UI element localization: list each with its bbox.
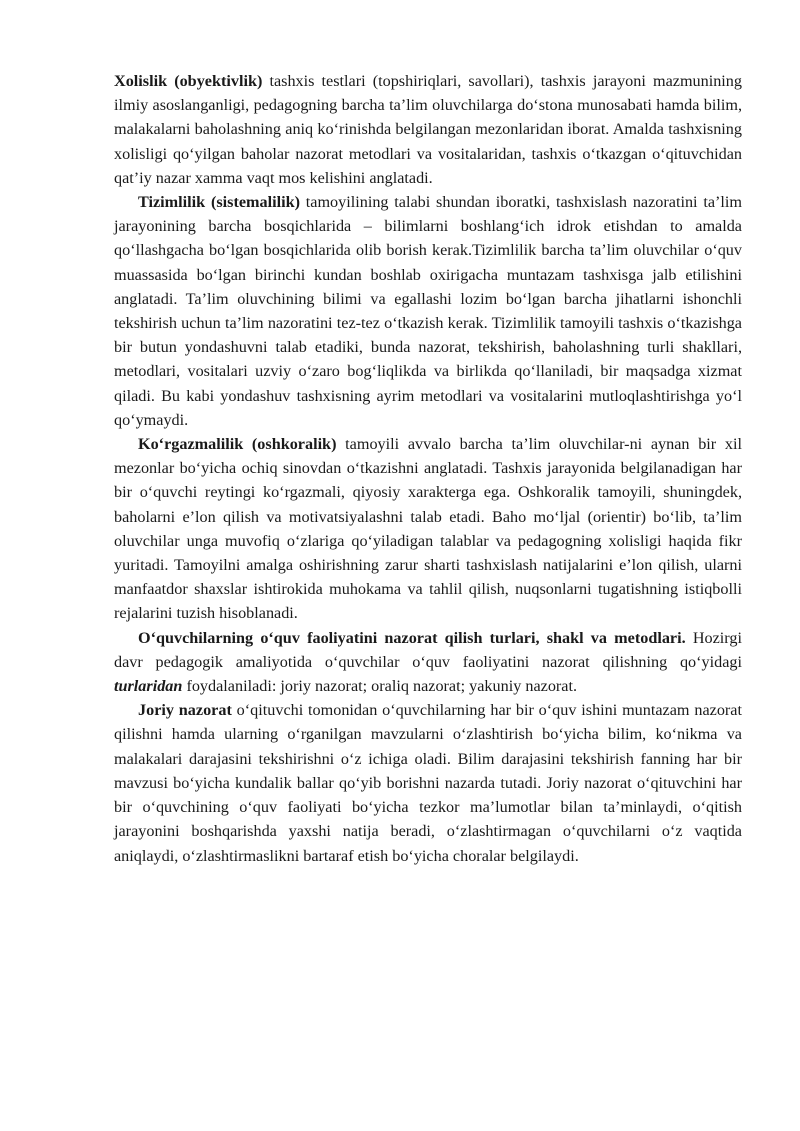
term-visibility: Ko‘rgazmalilik (oshkoralik) (138, 435, 337, 454)
heading-control-types: O‘quvchilarning o‘quv faoliyatini nazorat qilish turlari, shakl va metodlari. (138, 628, 686, 647)
term-objectivity: Xolislik (obyektivlik) (114, 72, 263, 90)
paragraph-systematicity-text: tamoyilining talabi shundan iboratki, tashxislash nazoratini ta’lim jarayonining barcha bosqichlarida – bilimlarni boshlang‘ich idrok etishdan to amalda qo‘llashgacha bo‘lgan bosqichlarida olib borish kerak.Tizimlilik barcha ta’lim oluvchilar o‘quv muassasida bo‘lgan birinchi kundan boshlab oxirigacha muntazam tashxisga jalb etilishini anglatadi. Ta’lim oluvchining bilimi va egallashi lozim bo‘lgan barcha jihatlarni ishonchli tekshirish uchun ta’lim nazoratini tez-tez o‘tkazish kerak. Tizimlilik tamoyili tashxis o‘tkazishga bir butun yondashuvni talab etadiki, bunda nazorat, tekshirish, baholashning turli shakllari, metodlari, vositalari uzviy o‘zaro bog‘liqlikda va birlikda qo‘llaniladi, bir maqsadga xizmat qiladi. Bu kabi yondashuv tashxisning ayrim metodlari va vositalarini mutloqlashtirishga yo‘l qo‘ymaydi. (114, 193, 742, 429)
document-page (114, 69, 742, 868)
paragraph-current-control (114, 698, 742, 867)
paragraph-control-types-text-after: foydalaniladi: joriy nazorat; oraliq nazorat; yakuniy nazorat. (182, 677, 578, 696)
term-systematicity: Tizimlilik (sistemalilik) (138, 193, 300, 212)
paragraph-control-types-text-before: Hozirgi davr pedagogik amaliyotida o‘quvchilar o‘quv faoliyatini nazorat qilishning qo‘yidagi (114, 628, 742, 671)
paragraph-visibility (114, 432, 742, 626)
paragraph-objectivity-text: tashxis testlari (topshiriqlari, savollari), tashxis jarayoni mazmunining ilmiy asoslanganligi, pedagogning barcha ta’lim oluvchilarga do‘stona munosabati hamda bilim, malakalarni baholashning aniq ko‘rinishda belgilangan mezonlaridan iborat. Amalda tashxisning xolisligi qo‘yilgan baholar nazorat metodlari va vositalaridan, tashxis o‘tkazgan o‘qituvchidan qat’iy nazar xamma vaqt mos kelishini anglatadi. (114, 72, 742, 187)
paragraph-objectivity (114, 69, 742, 190)
paragraph-control-types (114, 626, 742, 699)
paragraph-current-control-text: o‘qituvchi tomonidan o‘quvchilarning har bir o‘quv ishini muntazam nazorat qilishni hamda ularning o‘rganilgan mavzularni o‘zlashtirish bo‘yicha bilim, ko‘nikma va malakalari darajasini tekshirishni o‘z ichiga oladi. Bilim darajasini tekshirish fanning har bir mavzusi bo‘yicha kundalik ballar qo‘yib borishni nazarda tutadi. Joriy nazorat o‘qituvchini har bir o‘quvchining o‘quv faoliyati bo‘yicha tezkor ma’lumotlar bilan ta’minlaydi, o‘qitish jarayonini boshqarishda yaxshi natija beradi, o‘zlashtirmagan o‘quvchilarni o‘z vaqtida aniqlaydi, o‘zlashtirmaslikni bartaraf etish bo‘yicha choralar belgilaydi. (114, 701, 742, 865)
emphasis-types: turlaridan (114, 677, 183, 696)
paragraph-visibility-text: tamoyili avvalo barcha ta’lim oluvchilar-ni aynan bir xil mezonlar bo‘yicha ochiq sinovdan o‘tkazishni anglatadi. Tashxis jarayonida belgilanadigan har bir o‘quvchi reytingi ko‘rgazmali, qiyosiy xarakterga ega. Oshkoralik tamoyili, shuningdek, baholarni e’lon qilish va motivatsiyalashni talab etadi. Baho mo‘ljal (orientir) bo‘lib, ta’lim oluvchilar unga muvofiq o‘zlariga qo‘yiladigan talablar va pedagogning xolisligi haqida fikr yuritadi. Tamoyilni amalga oshirishning zarur sharti tashxislash natijalarini e’lon qilish, ularni manfaatdor shaxslar ishtirokida muhokama va tahlil qilish, nuqsonlarni tugatishning istiqbolli rejalarini tuzish hisoblanadi. (114, 435, 742, 623)
term-current-control: Joriy nazorat (138, 701, 232, 720)
paragraph-systematicity (114, 190, 742, 432)
